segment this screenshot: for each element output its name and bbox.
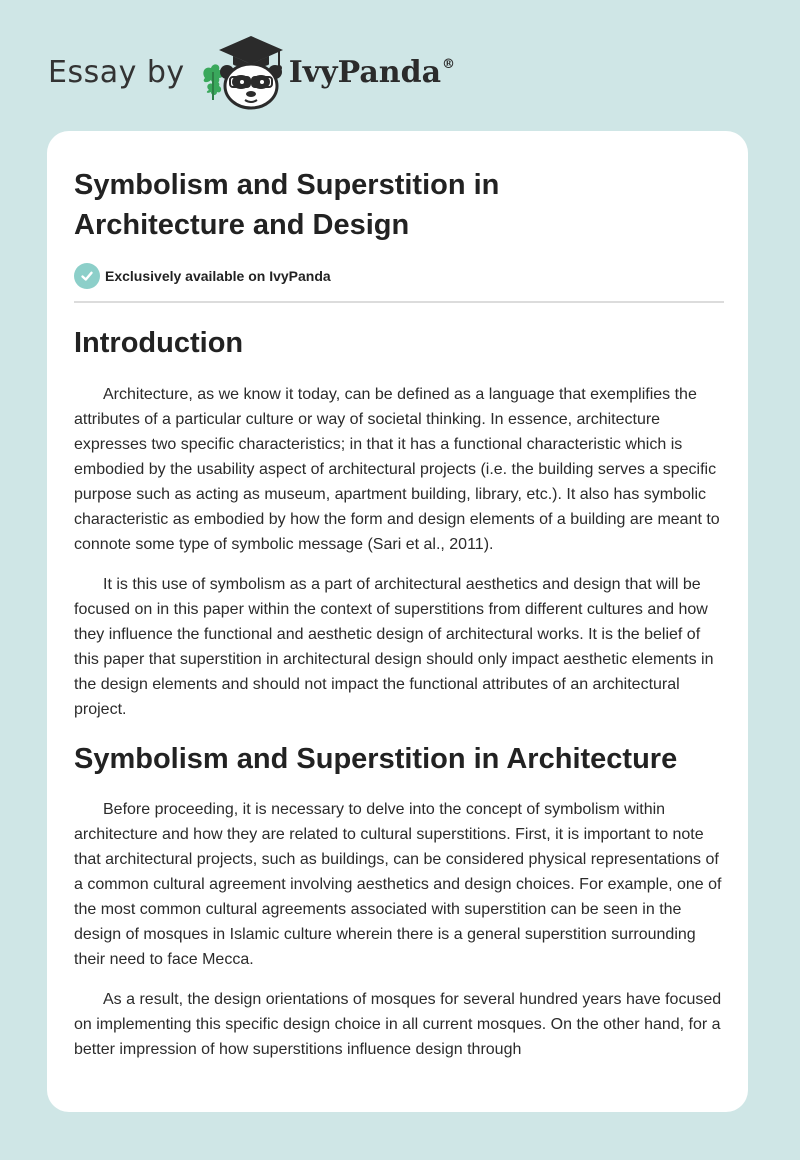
registered-mark: ® (442, 56, 456, 72)
divider (74, 301, 724, 303)
brand-name[interactable]: IvyPanda® (288, 54, 456, 90)
paragraph: It is this use of symbolism as a part of architectural aesthetics and design that will be focused on in this paper within the context of superstitions from different cultures and how they influence the functional and aesthetic design of architectural works. It is the belief of this paper that superstition in architectural design should only impact aesthetic elements in the design elements and should not impact the functional attributes of an architectural project. (74, 576, 714, 718)
exclusive-badge (74, 263, 724, 289)
essay-by-label: Essay by (48, 54, 185, 90)
site-header (48, 32, 455, 112)
article-title-line-1: Symbolism and Superstition in (74, 169, 500, 201)
paragraph: Architecture, as we know it today, can be defined as a language that exemplifies the attributes of a particular culture or way of societal thinking. In essence, architecture expresses two specific characteristics; in that it has a functional characteristic which is embodied by the usability aspect of architectural projects (i.e. the building serves a specific purpose such as acting as museum, apartment building, library, etc.). It also has symbolic characteristic as embodied by how the form and design elements of a building are meant to connote some type of symbolic message (Sari et al., 2011). (74, 386, 720, 553)
check-circle-icon (74, 263, 100, 289)
article-title (74, 165, 724, 245)
article-content (74, 165, 724, 1062)
paragraph: As a result, the design orientations of mosques for several hundred years have focused on implementing this specific design choice in all current mosques. On the other hand, for a better impression of how superstitions influence design through (74, 991, 722, 1058)
article-title-line-2: Architecture and Design (74, 209, 410, 241)
paragraph: Before proceeding, it is necessary to delve into the concept of symbolism within architecture and how they are related to cultural superstitions. First, it is important to note that architectural projects, such as buildings, can be considered physical representations of a common cultural agreement involving aesthetics and design choices. For example, one of the most common cultural agreements associated with superstition can be seen in the design of mosques in Islamic culture wherein there is a general superstition surrounding their need to face Mecca. (74, 801, 722, 968)
section-heading-symbolism: Symbolism and Superstition in Architecture (74, 743, 678, 775)
article-card (47, 131, 748, 1112)
exclusive-text: Exclusively available on IvyPanda (105, 268, 331, 284)
section-heading-introduction: Introduction (74, 327, 244, 359)
panda-graduation-cap-logo-icon[interactable] (199, 32, 285, 112)
